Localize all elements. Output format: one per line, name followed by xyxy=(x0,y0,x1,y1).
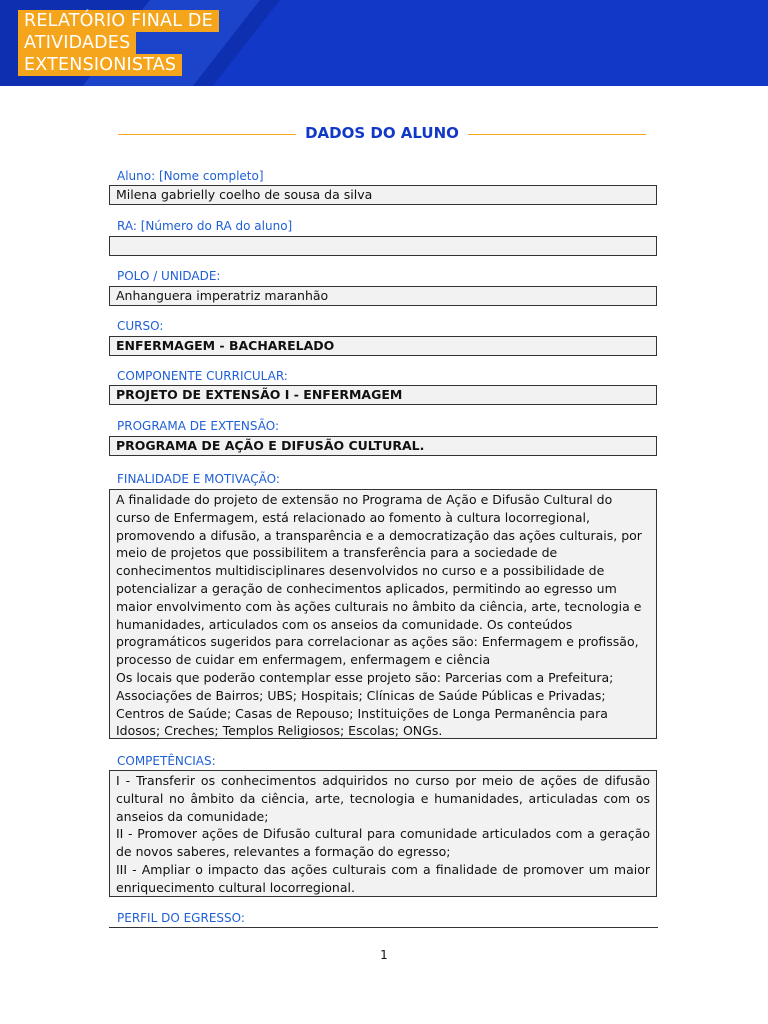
programa-label: PROGRAMA DE EXTENSÃO: xyxy=(117,419,279,433)
competencias-field[interactable] xyxy=(109,770,657,897)
polo-label: POLO / UNIDADE: xyxy=(117,269,221,283)
page-number: 1 xyxy=(380,948,388,962)
header-banner xyxy=(0,0,768,86)
heading-rule-right xyxy=(468,134,646,135)
competencia-item-3: III - Ampliar o impacto das ações culturais com a finalidade de promover um maior enriquecimento cultural locorregional. xyxy=(116,861,650,895)
finalidade-paragraph-2: Os locais que poderão contemplar esse projeto são: Parcerias com a Prefeitura; Associações de Bairros; UBS; Hospitais; Clínicas de Saúde Públicas e Privadas; Centros de Saúde; Casas de Repouso; Instituições de Longa Permanência para Idosos; Creches; Templos Religiosos; Escolas; ONGs. xyxy=(116,669,614,739)
programa-field[interactable]: PROGRAMA DE AÇÃO E DIFUSÃO CULTURAL. xyxy=(109,436,657,456)
componente-field[interactable]: PROJETO DE EXTENSÃO I - ENFERMAGEM xyxy=(109,385,657,405)
report-title-line-2: ATIVIDADES xyxy=(18,32,136,54)
competencia-item-2: II - Promover ações de Difusão cultural para comunidade articulados com a geração de novos saberes, relevantes a formação do egresso; xyxy=(116,826,650,860)
report-title-line-1: RELATÓRIO FINAL DE xyxy=(18,10,219,32)
polo-field[interactable]: Anhanguera imperatriz maranhão xyxy=(109,286,657,306)
finalidade-paragraph-1: A finalidade do projeto de extensão no Programa de Ação e Difusão Cultural do curso de Enfermagem, está relacionado ao fomento à cultura locorregional, promovendo a difusão, a transparência e a democratização das ações culturais, por meio de projetos que possibilitem a transferência para a sociedade de conhecimentos multidisciplinares desenvolvidos no curso e a possibilidade de potencializar a geração de conhecimentos aplicados, permitindo ao egresso um maior envolvimento com às ações culturais no âmbito da ciência, arte, tecnologia e humanidades, articulados com os anseios da comunidade. Os conteúdos programáticos sugeridos para correlacionar as ações são: Enfermagem e profissão, processo de cuidar em enfermagem, enfermagem e ciência xyxy=(116,492,642,668)
perfil-label: PERFIL DO EGRESSO: xyxy=(117,911,245,925)
componente-label: COMPONENTE CURRICULAR: xyxy=(117,369,288,383)
perfil-field-rule xyxy=(109,927,658,928)
aluno-field[interactable]: Milena gabrielly coelho de sousa da silva xyxy=(109,185,657,205)
aluno-label: Aluno: [Nome completo] xyxy=(117,169,264,183)
section-title: DADOS DO ALUNO xyxy=(305,124,459,142)
finalidade-field[interactable] xyxy=(109,489,657,739)
curso-label: CURSO: xyxy=(117,319,164,333)
finalidade-label: FINALIDADE E MOTIVAÇÃO: xyxy=(117,472,280,486)
competencia-item-1: I - Transferir os conhecimentos adquiridos no curso por meio de ações de difusão cultural no âmbito da ciência, arte, tecnologia e humanidades, articuladas com os anseios da comunidade; xyxy=(116,773,650,824)
report-title-line-3: EXTENSIONISTAS xyxy=(18,54,182,76)
ra-field[interactable] xyxy=(109,236,657,256)
competencias-label: COMPETÊNCIAS: xyxy=(117,754,216,768)
curso-field[interactable]: ENFERMAGEM - BACHARELADO xyxy=(109,336,657,356)
ra-label: RA: [Número do RA do aluno] xyxy=(117,219,293,233)
section-heading xyxy=(118,122,646,144)
